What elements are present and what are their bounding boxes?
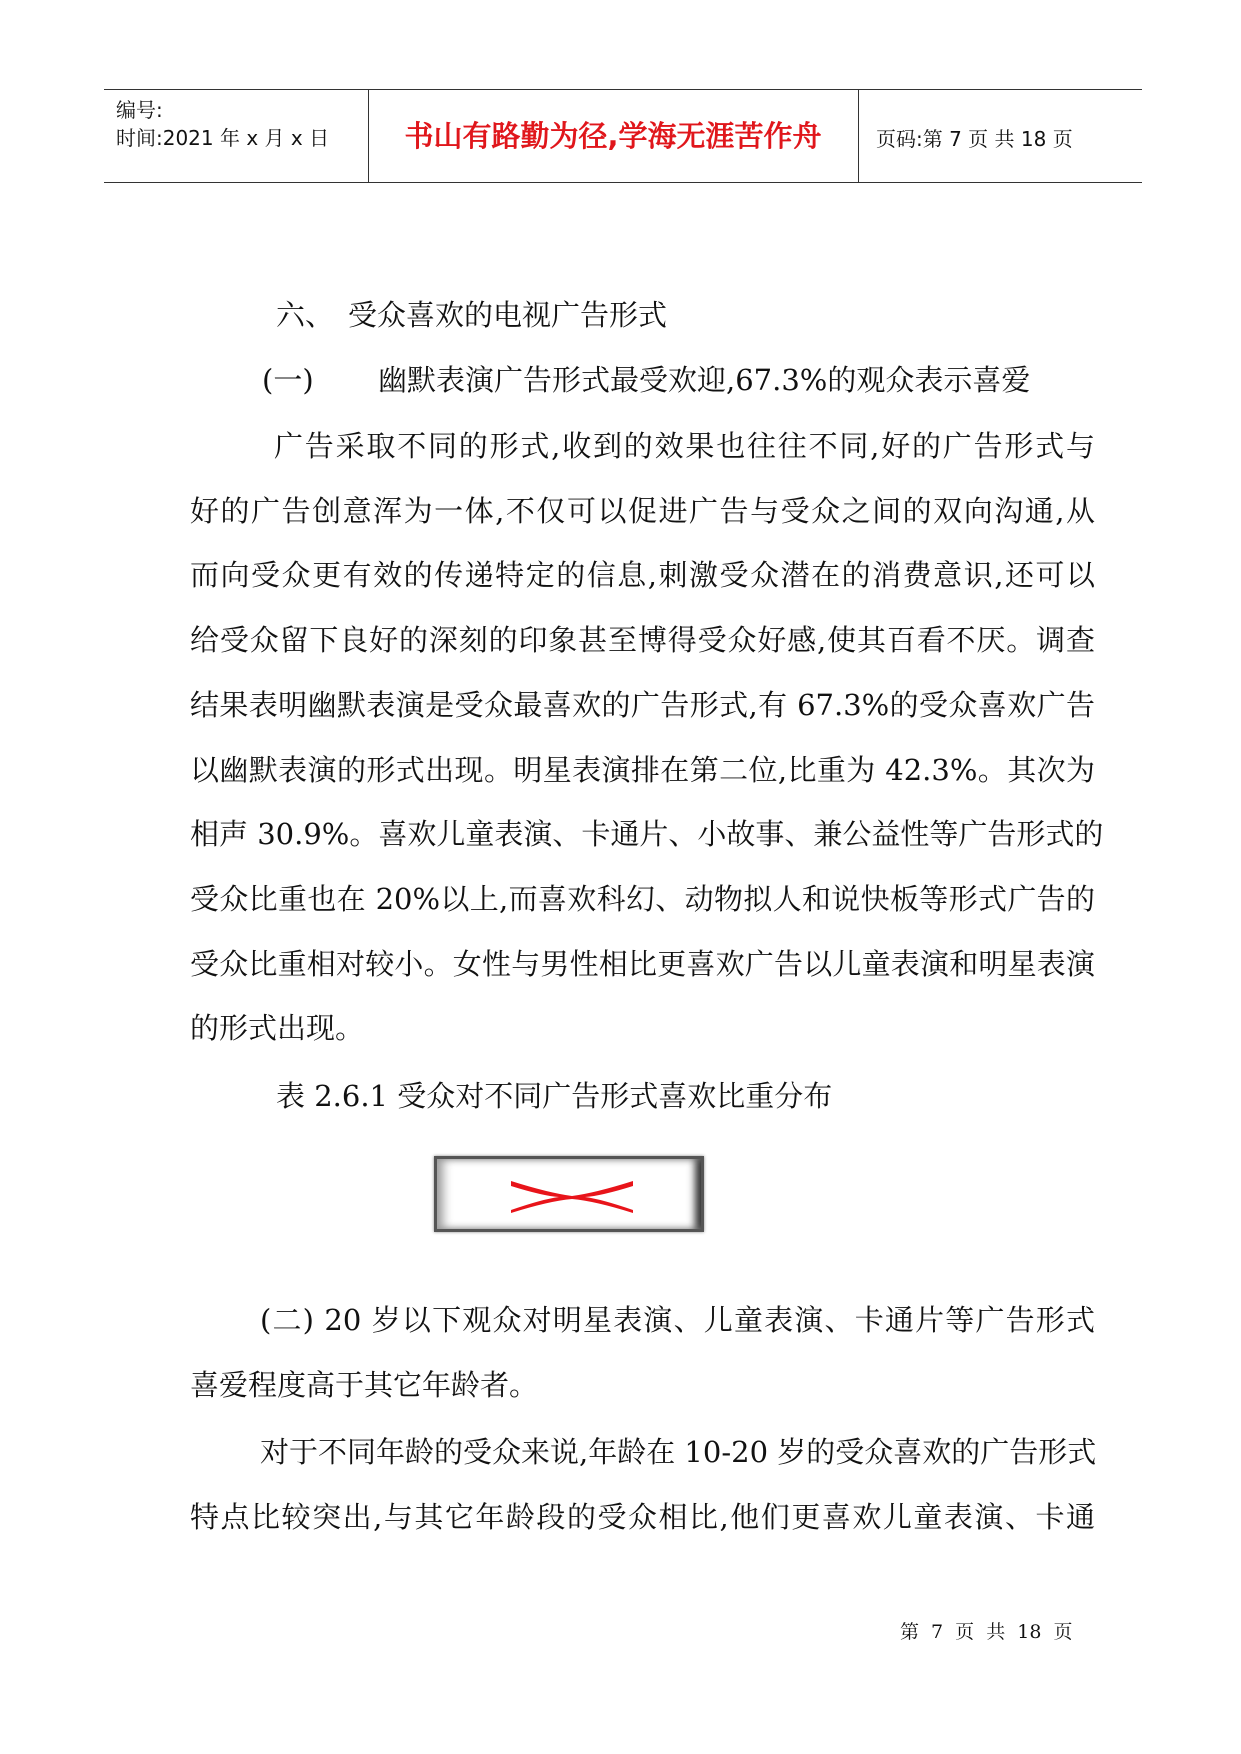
paragraph-line: 相声 30.9%。喜欢儿童表演、卡通片、小故事、兼公益性等广告形式的 bbox=[190, 817, 1104, 852]
time-label: 时间:2021 年 x 月 x 日 bbox=[116, 126, 330, 150]
paragraph-line: 对于不同年龄的受众来说,年龄在 10-20 岁的受众喜欢的广告形式 bbox=[260, 1435, 1097, 1469]
header-page-number: 页码:第 7 页 共 18 页 bbox=[876, 127, 1073, 151]
broken-image-x-icon bbox=[509, 1177, 635, 1215]
paragraph-line: 结果表明幽默表演是受众最喜欢的广告形式,有 67.3%的受众喜欢广告 bbox=[190, 687, 1095, 722]
section-number: 六、 bbox=[276, 298, 335, 332]
paragraph-line: 好的广告创意浑为一体,不仅可以促进广告与受众之间的双向沟通,从 bbox=[190, 493, 1095, 528]
header-info-cell bbox=[104, 90, 369, 182]
section-title: 受众喜欢的电视广告形式 bbox=[348, 298, 668, 332]
subsection-number: (一) bbox=[262, 363, 314, 397]
subsection-heading-1 bbox=[262, 358, 1030, 399]
broken-image-placeholder bbox=[434, 1156, 704, 1232]
subsection-heading-2 bbox=[190, 1288, 1095, 1417]
paragraph-line: 受众比重也在 20%以上,而喜欢科幻、动物拟人和说快板等形式广告的 bbox=[190, 881, 1095, 916]
serial-number-label: 编号: bbox=[116, 98, 163, 122]
motto-text: 书山有路勤为径,学海无涯苦作舟 bbox=[404, 119, 822, 153]
section-heading bbox=[276, 293, 667, 334]
paragraph-line: 的形式出现。 bbox=[190, 1011, 365, 1046]
header-motto-cell bbox=[368, 90, 859, 182]
header-page-cell bbox=[858, 90, 1142, 182]
body-paragraph-1 bbox=[190, 414, 1104, 1061]
paragraph-line: 受众比重相对较小。女性与男性相比更喜欢广告以儿童表演和明星表演 bbox=[190, 946, 1095, 981]
subsection-title: 幽默表演广告形式最受欢迎,67.3%的观众表示喜爱 bbox=[378, 363, 1031, 397]
footer-page-number: 第 7 页 共 18 页 bbox=[900, 1621, 1073, 1643]
paragraph-line: 喜爱程度高于其它年龄者。 bbox=[190, 1367, 539, 1402]
paragraph-line: (二) 20 岁以下观众对明星表演、儿童表演、卡通片等广告形式 bbox=[260, 1303, 1095, 1337]
paragraph-line: 特点比较突出,与其它年龄段的受众相比,他们更喜欢儿童表演、卡通 bbox=[190, 1499, 1095, 1534]
page-header bbox=[104, 89, 1142, 183]
table-caption: 表 2.6.1 受众对不同广告形式喜欢比重分布 bbox=[276, 1079, 833, 1113]
body-paragraph-2 bbox=[190, 1420, 1095, 1549]
paragraph-line: 给受众留下良好的深刻的印象甚至博得受众好感,使其百看不厌。调查 bbox=[190, 623, 1095, 658]
paragraph-line: 广告采取不同的形式,收到的效果也往往不同,好的广告形式与 bbox=[274, 429, 1095, 463]
paragraph-line: 以幽默表演的形式出现。明星表演排在第二位,比重为 42.3%。其次为 bbox=[190, 752, 1095, 787]
paragraph-line: 而向受众更有效的传递特定的信息,刺激受众潜在的消费意识,还可以 bbox=[190, 558, 1095, 593]
